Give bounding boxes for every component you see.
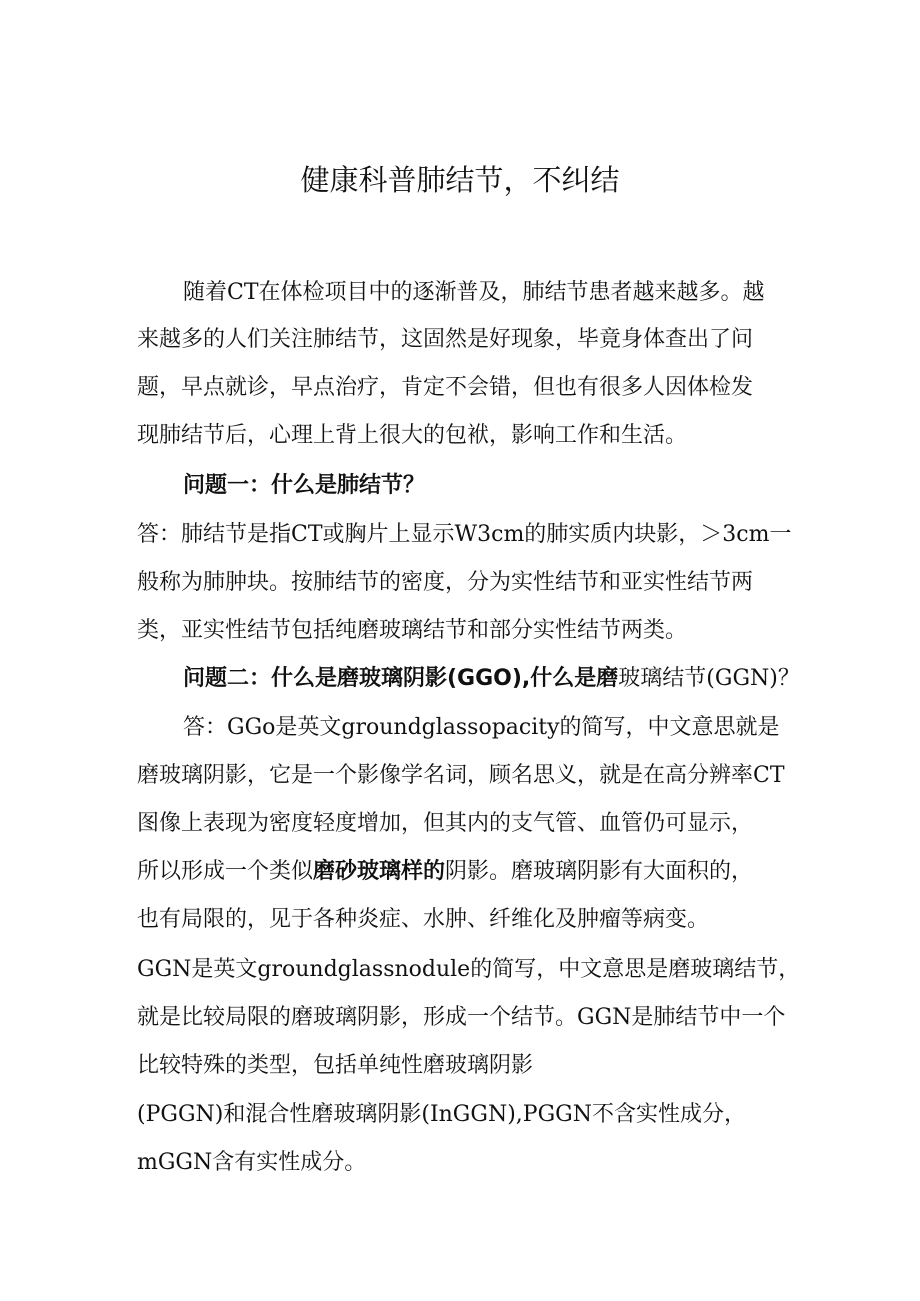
answer-1-line-2: 般称为肺肿块。按肺结节的密度，分为实性结节和亚实性结节两 bbox=[137, 570, 754, 595]
intro-line-3: 题，早点就诊，早点治疗，肯定不会错，但也有很多人因体检发 bbox=[137, 375, 754, 400]
answer-2-line-3: 图像上表现为密度轻度增加，但其内的支气管、血管仍可显示， bbox=[137, 811, 754, 836]
ggn-line-3: 比较特殊的类型，包括单纯性磨玻璃阴影 bbox=[137, 1053, 534, 1078]
question-2-heading-bold: 问题二：什么是磨玻璃阴影(GGO),什么是磨 bbox=[183, 666, 619, 691]
question-2-heading bbox=[183, 662, 843, 696]
ggn-line-4: (PGGN)和混合性磨玻璃阴影(InGGN),PGGN不含实性成分， bbox=[137, 1102, 746, 1127]
answer-1-line-1: 答：肺结节是指CT或胸片上显示W3cm的肺实质内块影，＞3cm一 bbox=[137, 522, 792, 547]
answer-2-line-4-bold: 磨砂玻璃样的 bbox=[313, 859, 446, 884]
intro-line-2: 来越多的人们关注肺结节，这固然是好现象，毕竟身体查出了问 bbox=[137, 327, 754, 352]
answer-1-line-3: 类，亚实性结节包括纯磨玻璃结节和部分实性结节两类。 bbox=[137, 618, 688, 643]
ggn-line-5: mGGN含有实性成分。 bbox=[137, 1150, 367, 1175]
answer-2-line-4-b: 阴影。磨玻璃阴影有大面积的， bbox=[445, 859, 754, 884]
ggn-line-2: 就是比较局限的磨玻璃阴影，形成一个结节。GGN是肺结节中一个 bbox=[137, 1005, 786, 1030]
question-2-heading-rest: 玻璃结节(GGN)？ bbox=[618, 666, 800, 691]
answer-2-line-5: 也有局限的，见于各种炎症、水肿、纤维化及肿瘤等病变。 bbox=[137, 907, 710, 932]
document-title: 健康科普肺结节，不纠结 bbox=[300, 163, 620, 197]
answer-2-line-4 bbox=[137, 855, 797, 889]
ggn-line-1: GGN是英文groundglassnodule的简写，中文意思是磨玻璃结节， bbox=[137, 957, 801, 982]
question-1-heading: 问题一：什么是肺结节？ bbox=[183, 473, 426, 498]
intro-line-1: 随着CT在体检项目中的逐渐普及，肺结节患者越来越多。越 bbox=[183, 280, 765, 305]
answer-2-line-2: 磨玻璃阴影，它是一个影像学名词，顾名思义，就是在高分辨率CT bbox=[137, 763, 785, 788]
answer-2-line-1: 答：GGo是英文groundglassopacity的简写，中文意思就是 bbox=[183, 715, 780, 740]
answer-2-line-4-a: 所以形成一个类似 bbox=[137, 859, 314, 884]
intro-line-4: 现肺结节后，心理上背上很大的包袱，影响工作和生活。 bbox=[137, 423, 688, 448]
